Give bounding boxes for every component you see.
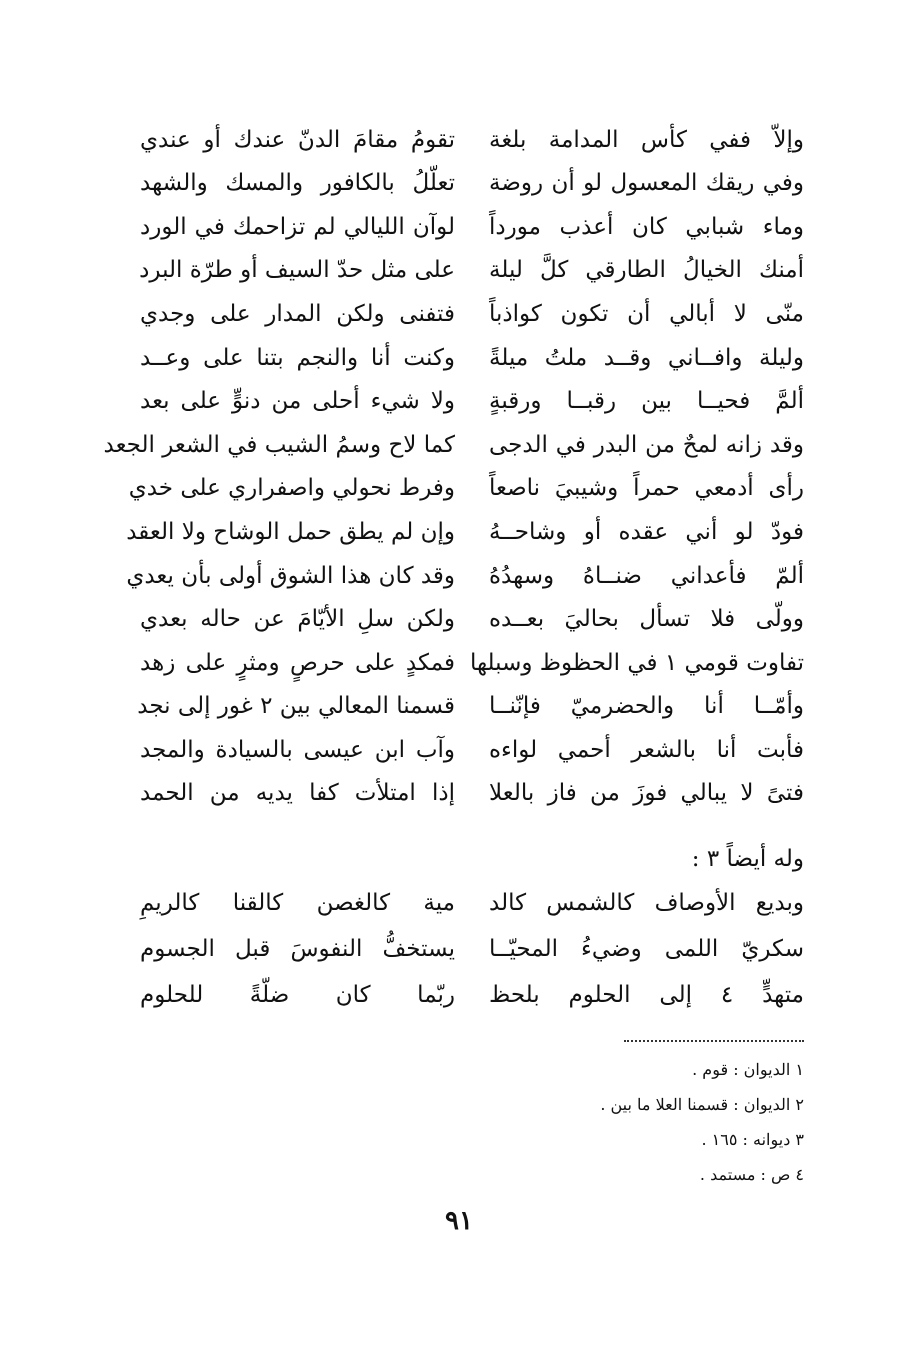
- footnote: ١ الديوان : قوم .: [692, 1060, 804, 1079]
- verse-second-hemistich: تعلّلُ بالكافور والمسك والشهد: [140, 170, 455, 197]
- verse-first-hemistich: ألمَّ فحيــا بين رقبــا ورقبةٍ: [489, 388, 804, 415]
- footnote: ٣ ديوانه : ١٦٥ .: [701, 1130, 804, 1149]
- verse-line: [140, 972, 804, 1018]
- verse-line: [137, 685, 804, 729]
- verse-line: [140, 249, 804, 293]
- verse-second-hemistich: فمكدٍ على حرصٍ ومثرٍ على زهد: [140, 649, 455, 676]
- verse-line: [140, 772, 804, 816]
- verse-line: [140, 336, 804, 380]
- verse-second-hemistich: فتفنى ولكن المدار على وجدي: [140, 300, 455, 327]
- verse-first-hemistich: وأمّــا أنا والحضرميّ فإنّنــا: [489, 693, 804, 720]
- verse-first-hemistich: وفي ريقك المعسول لو أن روضة: [489, 170, 804, 197]
- verse-second-hemistich: وإن لم يطق حمل الوشاح ولا العقد: [126, 518, 455, 545]
- verse-line: [140, 728, 804, 772]
- verse-first-hemistich: تفاوت قومي ١ في الحظوظ وسبلها: [469, 649, 804, 676]
- verse-second-hemistich: قسمنا المعالي بين ٢ غور إلى نجد: [137, 693, 455, 720]
- verse-first-hemistich: أمنك الخيالُ الطارقي كلَّ ليلة: [489, 257, 804, 284]
- verse-second-hemistich: إذا امتلأت كفا يديه من الحمد: [140, 780, 455, 807]
- page-number: ٩١: [445, 1206, 473, 1236]
- verse-line: [140, 598, 804, 642]
- verse-first-hemistich: وإلاّ ففي كأس المدامة بلغة: [489, 126, 804, 153]
- verse-line: [140, 292, 804, 336]
- verse-first-hemistich: رأى أدمعي حمراً وشيبيَ ناصعاً: [489, 475, 804, 502]
- verse-first-hemistich: منّى لا أبالي أن تكون كواذباً: [489, 300, 804, 327]
- verse-line: [140, 205, 804, 249]
- verse-second-hemistich: ولا شيء أحلى من دنوٍّ على بعد: [140, 388, 455, 415]
- verse-line: [140, 162, 804, 206]
- verse-first-hemistich: وماء شبابي كان أعذب مورداً: [489, 213, 804, 240]
- footnotes: [400, 1052, 804, 1192]
- poem-part-2: [140, 880, 804, 1018]
- footnote: ٢ الديوان : قسمنا العلا ما بين .: [600, 1095, 804, 1114]
- verse-second-hemistich: تقومُ مقامَ الدنّ عندك أو عندي: [140, 126, 455, 153]
- verse-second-hemistich: وآب ابن عيسى بالسيادة والمجد: [140, 736, 455, 763]
- verse-second-hemistich: وكنت أنا والنجم بتنا على وعــد: [140, 344, 455, 371]
- verse-line: [140, 880, 804, 926]
- footnote: ٤ ص : مستمد .: [699, 1165, 804, 1184]
- verse-second-hemistich: مية كالغصن كالقنا كالريمِ: [140, 889, 455, 916]
- verse-line: [128, 467, 804, 511]
- verse-second-hemistich: ربّما كان ضلّةً للحلوم: [140, 981, 455, 1008]
- poem-part-1: [103, 118, 804, 816]
- verse-first-hemistich: سكريّ اللمى وضيءُ المحيّــا: [489, 935, 804, 962]
- verse-second-hemistich: لوآن الليالي لم تزاحمك في الورد: [140, 213, 455, 240]
- verse-first-hemistich: متهدٍّ ٤ إلى الحلوم بلحظ: [489, 981, 804, 1008]
- verse-line: [126, 510, 804, 554]
- verse-second-hemistich: وقد كان هذا الشوق أولى بأن يعدي: [126, 562, 455, 589]
- verse-second-hemistich: يستخفُّ النفوسَ قبل الجسوم: [140, 935, 455, 962]
- verse-line: [126, 554, 804, 598]
- verse-line: [140, 380, 804, 424]
- verse-line: [140, 118, 804, 162]
- verse-line: [140, 926, 804, 972]
- verse-first-hemistich: وبديع الأوصاف كالشمس كالد: [489, 889, 804, 916]
- verse-first-hemistich: ألمّ فأعداني ضنــاهُ وسهدُهُ: [489, 562, 804, 589]
- footnote-separator: [624, 1040, 804, 1042]
- verse-first-hemistich: فتىً لا يبالي فوزَ من فاز بالعلا: [489, 780, 804, 807]
- verse-first-hemistich: وولّى فلا تسأل بحاليَ بعــده: [489, 606, 804, 633]
- verse-first-hemistich: وليلة وافــاني وقــد ملتُ ميلةً: [489, 344, 804, 371]
- verse-second-hemistich: كما لاح وسمُ الشيب في الشعر الجعد: [103, 431, 455, 458]
- poem-intro-line: وله أيضاً ٣ :: [691, 846, 804, 872]
- verse-first-hemistich: وقد زانه لمحٌ من البدر في الدجى: [489, 431, 804, 458]
- verse-second-hemistich: على مثل حدّ السيف أو طرّة البرد: [139, 257, 455, 284]
- verse-first-hemistich: فودّ لو أني عقده أو وشاحــهُ: [489, 518, 804, 545]
- verse-line: [140, 641, 804, 685]
- verse-first-hemistich: فأبت أنا بالشعر أحمي لواءه: [489, 736, 804, 763]
- verse-second-hemistich: وفرط نحولي واصفراري على خدي: [128, 475, 455, 502]
- verse-line: [103, 423, 804, 467]
- verse-second-hemistich: ولكن سلِ الأيّامَ عن حاله بعدي: [140, 606, 455, 633]
